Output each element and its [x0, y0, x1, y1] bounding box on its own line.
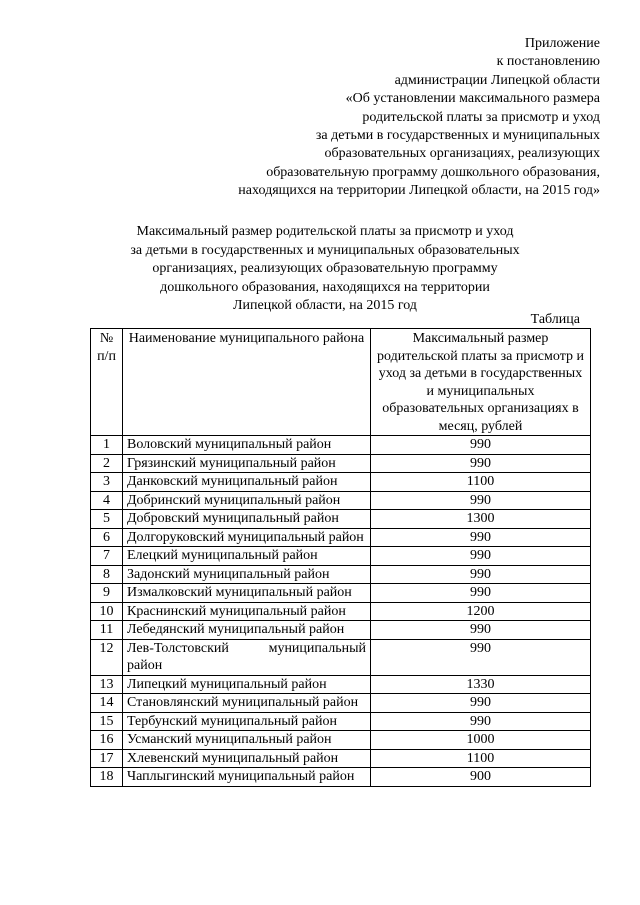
- table-row: [91, 436, 591, 455]
- appendix-line: родительской платы за присмотр и уход: [362, 109, 600, 125]
- cell-num: 1: [91, 436, 123, 455]
- table-row: [91, 712, 591, 731]
- cell-value: 1200: [371, 602, 591, 621]
- table-row: [91, 547, 591, 566]
- cell-value: 1300: [371, 510, 591, 529]
- title-line: организациях, реализующих образовательную программу: [152, 261, 498, 277]
- cell-name: Лев-Толстовский муниципальный район: [123, 639, 371, 675]
- table-row: [91, 565, 591, 584]
- cell-name: Измалковский муниципальный район: [123, 584, 371, 603]
- cell-value: 990: [371, 621, 591, 640]
- cell-value: 990: [371, 528, 591, 547]
- cell-num: 17: [91, 749, 123, 768]
- header-num: № п/п: [91, 329, 123, 436]
- cell-num: 2: [91, 454, 123, 473]
- cell-num: 15: [91, 712, 123, 731]
- cell-name: Усманский муниципальный район: [123, 731, 371, 750]
- cell-value: 990: [371, 454, 591, 473]
- appendix-block: [40, 35, 600, 201]
- cell-name: Становлянский муниципальный район: [123, 694, 371, 713]
- cell-name: Грязинский муниципальный район: [123, 454, 371, 473]
- cell-name: Хлевенский муниципальный район: [123, 749, 371, 768]
- cell-value: 990: [371, 584, 591, 603]
- table-row: [91, 454, 591, 473]
- title-line: Липецкой области, на 2015 год: [233, 298, 417, 314]
- header-name: Наименование муниципального района: [123, 329, 371, 436]
- table-row: [91, 621, 591, 640]
- table-row: [91, 528, 591, 547]
- document-title: [60, 223, 590, 316]
- cell-num: 13: [91, 675, 123, 694]
- table-row: [91, 491, 591, 510]
- cell-name: Задонский муниципальный район: [123, 565, 371, 584]
- header-value: Максимальный размер родительской платы за присмотр и уход за детьми в государственных и муниципальных образовательных организациях в месяц, рублей: [371, 329, 591, 436]
- cell-num: 11: [91, 621, 123, 640]
- appendix-line: образовательных организациях, реализующих: [324, 146, 600, 162]
- cell-num: 4: [91, 491, 123, 510]
- cell-name: Елецкий муниципальный район: [123, 547, 371, 566]
- cell-value: 990: [371, 712, 591, 731]
- cell-num: 5: [91, 510, 123, 529]
- title-line: за детьми в государственных и муниципальных образовательных: [130, 242, 520, 258]
- cell-num: 6: [91, 528, 123, 547]
- table-row: [91, 731, 591, 750]
- cell-num: 8: [91, 565, 123, 584]
- appendix-line: к постановлению: [496, 54, 600, 70]
- appendix-line: Приложение: [524, 36, 600, 51]
- cell-name: Чаплыгинский муниципальный район: [123, 768, 371, 787]
- cell-num: 12: [91, 639, 123, 675]
- cell-value: 990: [371, 639, 591, 675]
- cell-value: 990: [371, 565, 591, 584]
- cell-name: Добровский муниципальный район: [123, 510, 371, 529]
- cell-value: 1330: [371, 675, 591, 694]
- appendix-line: за детьми в государственных и муниципальных: [315, 127, 600, 143]
- cell-value: 990: [371, 547, 591, 566]
- appendix-line: образовательную программу дошкольного образования,: [266, 164, 600, 180]
- table-caption: Таблица: [530, 312, 580, 327]
- table-row: [91, 473, 591, 492]
- cell-name: Липецкий муниципальный район: [123, 675, 371, 694]
- fee-table: [90, 328, 591, 787]
- cell-value: 990: [371, 491, 591, 510]
- title-line: дошкольного образования, находящихся на территории: [160, 279, 490, 295]
- table-row: [91, 584, 591, 603]
- cell-value: 1100: [371, 473, 591, 492]
- cell-num: 10: [91, 602, 123, 621]
- appendix-line: «Об установлении максимального размера: [345, 91, 600, 107]
- appendix-line: находящихся на территории Липецкой области, на 2015 год»: [238, 183, 600, 199]
- table-row: [91, 749, 591, 768]
- cell-name: Данковский муниципальный район: [123, 473, 371, 492]
- cell-name: Краснинский муниципальный район: [123, 602, 371, 621]
- cell-name: Добринский муниципальный район: [123, 491, 371, 510]
- appendix-line: администрации Липецкой области: [394, 72, 600, 88]
- cell-value: 990: [371, 694, 591, 713]
- cell-value: 990: [371, 436, 591, 455]
- cell-value: 1000: [371, 731, 591, 750]
- table-row: [91, 768, 591, 787]
- table-row: [91, 602, 591, 621]
- table-row: [91, 639, 591, 675]
- cell-num: 18: [91, 768, 123, 787]
- cell-name: Лебедянский муниципальный район: [123, 621, 371, 640]
- table-header-row: [91, 329, 591, 436]
- table-row: [91, 510, 591, 529]
- title-line: Максимальный размер родительской платы за присмотр и уход: [136, 224, 514, 239]
- cell-num: 3: [91, 473, 123, 492]
- table-row: [91, 694, 591, 713]
- cell-name: Долгоруковский муниципальный район: [123, 528, 371, 547]
- cell-num: 16: [91, 731, 123, 750]
- cell-value: 1100: [371, 749, 591, 768]
- cell-num: 7: [91, 547, 123, 566]
- cell-name: Тербунский муниципальный район: [123, 712, 371, 731]
- cell-num: 9: [91, 584, 123, 603]
- cell-name: Воловский муниципальный район: [123, 436, 371, 455]
- table-body: [91, 436, 591, 787]
- cell-num: 14: [91, 694, 123, 713]
- cell-value: 900: [371, 768, 591, 787]
- table-row: [91, 675, 591, 694]
